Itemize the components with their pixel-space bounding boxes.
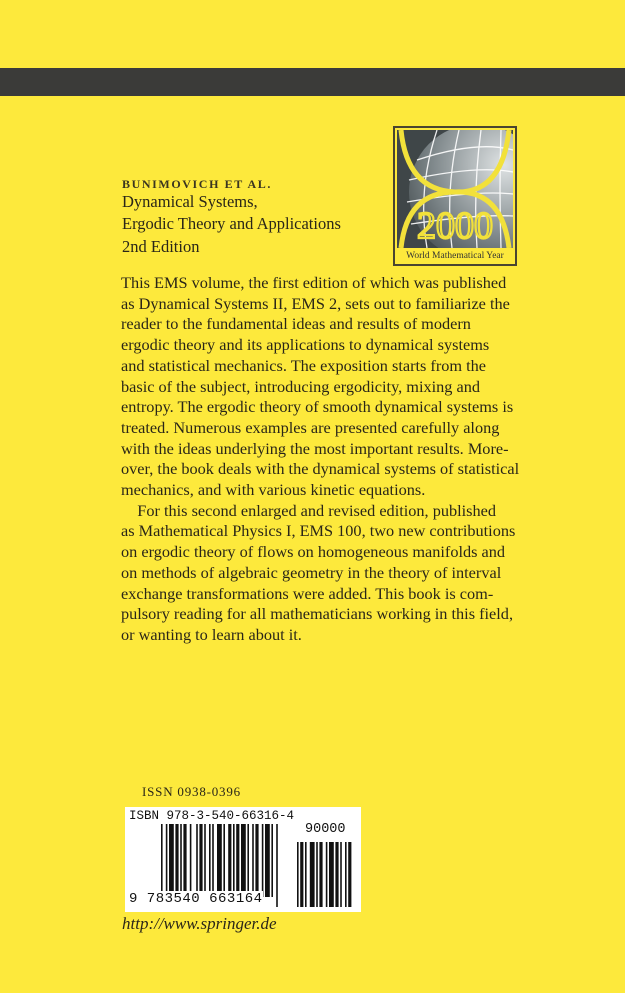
world-mathematical-year-logo [393,126,517,266]
barcode-bar [276,824,278,907]
barcode-bar [252,824,254,897]
body-line: exchange transformations were added. This book is com- [121,583,494,603]
issn: ISSN 0938-0396 [142,784,241,799]
body-line: treated. Numerous examples are presented carefully along [121,417,500,437]
title-line-2: Ergodic Theory and Applications [122,214,341,233]
barcode-bar [297,842,299,907]
top-band [0,68,625,96]
author: BUNIMOVICH ET AL. [122,177,273,191]
barcode-bar [204,824,206,897]
body-line: on ergodic theory of flows on homogeneous manifolds and [121,542,506,562]
barcode-bar [217,824,222,897]
body-line: basic of the subject, introducing ergodicity, mixing and [121,376,481,396]
body-line: This EMS volume, the first edition of which was published [121,273,507,292]
barcode-bar [300,842,303,907]
isbn-barcode [125,807,361,912]
barcode-bar [262,824,264,897]
body-line: with the ideas underlying the most important results. More- [121,438,509,458]
barcode-bar [169,824,174,897]
body-line: For this second enlarged and revised edition, published [121,500,497,520]
barcode-bar [199,824,202,897]
barcode-bar [233,824,235,897]
body-line: as Mathematical Physics I, EMS 100, two new contributions [121,521,516,541]
body-line: as Dynamical Systems II, EMS 2, sets out to familiarize the [121,293,510,313]
barcode-bar [265,824,270,897]
barcode-bar [175,824,178,897]
barcode-bar [345,842,347,907]
barcode-bar [190,824,192,897]
logo-year: 2000 [417,205,493,247]
barcode-bar [326,842,328,907]
body-line: entropy. The ergodic theory of smooth dynamical systems is [121,397,514,417]
barcode-bar [247,824,249,897]
barcode-bar [228,824,231,897]
logo-caption: World Mathematical Year [406,251,504,261]
body-line: reader to the fundamental ideas and results of modern [121,314,471,334]
body-line: over, the book deals with the dynamical systems of statistical [121,459,520,479]
barcode-bar [305,842,307,907]
barcode-bar [236,824,239,897]
globe-icon [397,130,513,248]
barcode-bar [340,842,342,907]
barcode-bar [241,824,246,897]
barcode-bar [183,824,186,897]
body-line: or wanting to learn about it. [121,624,302,644]
body-line: mechanics, and with various kinetic equations. [121,480,426,500]
barcode-bar [329,842,334,907]
barcode-bar [271,824,273,897]
barcode-bar [255,824,258,897]
publisher-url[interactable]: http://www.springer.de [122,914,277,933]
barcode-bar [223,824,225,897]
body-line: ergodic theory and its applications to dynamical systems [121,335,490,355]
barcode-bar [180,824,182,897]
description [121,273,521,646]
barcode-bar [348,842,351,907]
edition: 2nd Edition [122,237,200,256]
body-line: on methods of algebraic geometry in the theory of interval [121,562,502,582]
barcode-bar [212,824,214,897]
ean-digits: 9 783540 663164 [129,891,263,907]
barcode-bar [316,842,318,907]
barcode-bar [196,824,198,897]
body-line: and statistical mechanics. The exposition starts from the [121,355,487,375]
barcode-bar [335,842,338,907]
barcode-bar [209,824,211,897]
barcode-bar [319,842,322,907]
barcode-bar [310,842,315,907]
title-line-1: Dynamical Systems, [122,192,258,211]
isbn-text: ISBN 978-3-540-66316-4 [129,809,295,823]
body-line: pulsory reading for all mathematicians working in this field, [121,604,514,624]
price-addon: 90000 [305,822,346,837]
